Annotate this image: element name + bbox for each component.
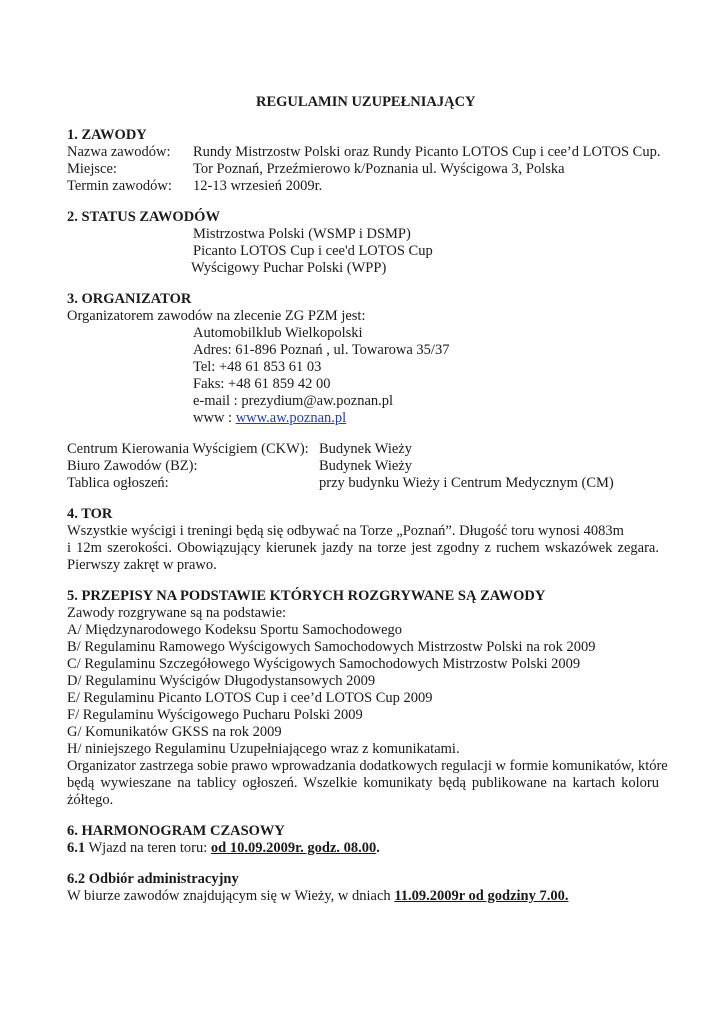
section-5-heading: 5. PRZEPISY NA PODSTAWIE KTÓRYCH ROZGRYWANE SĄ ZAWODY xyxy=(67,588,546,604)
section-6-heading: 6. HARMONOGRAM CZASOWY xyxy=(67,823,285,839)
section-1-heading: 1. ZAWODY xyxy=(67,127,147,143)
rules-item: C/ Regulaminu Szczegółowego Wyścigowych Samochodowych Mistrzostw Polski 2009 xyxy=(67,656,581,672)
rules-item: D/ Regulaminu Wyścigów Długodystansowych 2009 xyxy=(67,673,376,689)
status-line: Wyścigowy Puchar Polski (WPP) xyxy=(191,260,387,276)
event-name-label: Nazwa zawodów: xyxy=(67,144,171,160)
status-line: Picanto LOTOS Cup i cee'd LOTOS Cup xyxy=(193,243,433,259)
schedule-6-1-number: 6.1 xyxy=(67,840,86,856)
venue-label: Miejsce: xyxy=(67,161,117,177)
section-3-heading: 3. ORGANIZATOR xyxy=(67,291,192,307)
section-2-heading: 2. STATUS ZAWODÓW xyxy=(67,209,220,225)
track-text-line: Pierwszy zakręt w prawo. xyxy=(67,557,217,573)
place-label: Biuro Zawodów (BZ): xyxy=(67,458,198,474)
organizer-fax: Faks: +48 61 859 42 00 xyxy=(193,376,331,392)
venue-value: Tor Poznań, Przeźmierowo k/Poznania ul. Wyścigowa 3, Polska xyxy=(193,161,565,177)
rules-item: E/ Regulaminu Picanto LOTOS Cup i cee’d LOTOS Cup 2009 xyxy=(67,690,433,706)
schedule-6-2-time: 11.09.2009r od godziny 7.00. xyxy=(394,888,569,904)
rules-item: H/ niniejszego Regulaminu Uzupełniającego wraz z komunikatami. xyxy=(67,741,460,757)
organizer-phone: Tel: +48 61 853 61 03 xyxy=(193,359,322,375)
schedule-6-1-end: . xyxy=(376,840,380,856)
schedule-6-1-text: Wjazd na teren toru: xyxy=(85,840,211,856)
rules-note-line: Organizator zastrzega sobie prawo wprowadzania dodatkowych regulacji w formie komunikatów, które xyxy=(67,758,668,774)
schedule-6-2-heading: 6.2 Odbiór administracyjny xyxy=(67,871,239,887)
www-label: www : xyxy=(193,410,236,426)
place-value: przy budynku Wieży i Centrum Medycznym (CM) xyxy=(319,475,614,491)
date-value: 12-13 wrzesień 2009r. xyxy=(193,178,323,194)
rules-note-line: żółtego. xyxy=(67,792,114,808)
rules-note-line: będą wywieszane na tablicy ogłoszeń. Wszelkie komunikaty będą publikowane na kartach koloru xyxy=(67,775,659,791)
track-text-line: i 12m szerokości. Obowiązujący kierunek jazdy na torze jest zgodny z ruchem wskazówek zegara. xyxy=(67,540,659,556)
place-label: Centrum Kierowania Wyścigiem (CKW): xyxy=(67,441,309,457)
organizer-email: e-mail : prezydium@aw.poznan.pl xyxy=(193,393,394,409)
section-4-heading: 4. TOR xyxy=(67,506,113,522)
track-text-line: Wszystkie wyścigi i treningi będą się odbywać na Torze „Poznań”. Długość toru wynosi 4083m xyxy=(67,523,624,539)
document-title: REGULAMIN UZUPEŁNIAJĄCY xyxy=(256,94,476,110)
organizer-name: Automobilklub Wielkopolski xyxy=(193,325,363,341)
date-label: Termin zawodów: xyxy=(67,178,172,194)
organizer-address: Adres: 61-896 Poznań , ul. Towarowa 35/37 xyxy=(193,342,450,358)
event-name-value: Rundy Mistrzostw Polski oraz Rundy Picanto LOTOS Cup i cee’d LOTOS Cup. xyxy=(193,144,661,160)
website-link[interactable]: www.aw.poznan.pl xyxy=(235,410,347,426)
place-value: Budynek Wieży xyxy=(319,458,412,474)
status-line: Mistrzostwa Polski (WSMP i DSMP) xyxy=(193,226,411,242)
rules-item: A/ Międzynarodowego Kodeksu Sportu Samochodowego xyxy=(67,622,403,638)
schedule-6-2-text: W biurze zawodów znajdującym się w Wieży, w dniach xyxy=(67,888,395,904)
rules-item: G/ Komunikatów GKSS na rok 2009 xyxy=(67,724,282,740)
schedule-6-1-time: od 10.09.2009r. godz. 08.00 xyxy=(210,840,377,856)
place-value: Budynek Wieży xyxy=(319,441,412,457)
rules-intro: Zawody rozgrywane są na podstawie: xyxy=(67,605,287,621)
rules-item: F/ Regulaminu Wyścigowego Pucharu Polski 2009 xyxy=(67,707,363,723)
organizer-intro: Organizatorem zawodów na zlecenie ZG PZM jest: xyxy=(67,308,366,324)
schedule-6-1 xyxy=(67,840,380,857)
schedule-6-2 xyxy=(67,888,568,905)
place-label: Tablica ogłoszeń: xyxy=(67,475,169,491)
rules-item: B/ Regulaminu Ramowego Wyścigowych Samochodowych Mistrzostw Polski na rok 2009 xyxy=(67,639,596,655)
organizer-www xyxy=(193,410,346,427)
